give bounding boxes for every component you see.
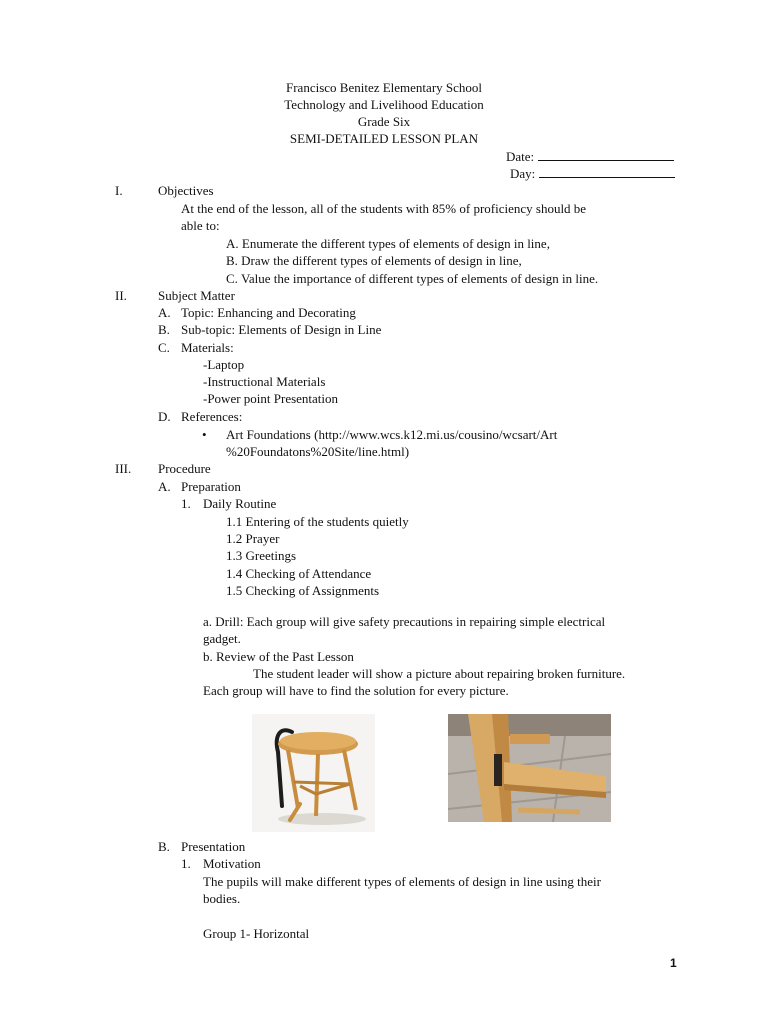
motivation-text-line-1: The pupils will make different types of elements of design in line using their bbox=[203, 874, 601, 889]
material-item: -Laptop bbox=[203, 357, 245, 372]
preparation-heading: Preparation bbox=[181, 479, 241, 494]
routine-item: 1.5 Checking of Assignments bbox=[226, 583, 380, 598]
day-blank-line bbox=[539, 165, 675, 178]
drill-line-1: a. Drill: Each group will give safety precautions in repairing simple electrical bbox=[203, 614, 606, 629]
objective-text: Value the importance of different types of elements of design in line. bbox=[240, 271, 599, 286]
references-heading: References: bbox=[181, 409, 243, 424]
preparation-letter: A. bbox=[158, 479, 171, 494]
objective-letter: A. bbox=[226, 236, 239, 251]
objective-text: Draw the different types of elements of design in line, bbox=[241, 253, 522, 268]
daily-routine-number: 1. bbox=[181, 496, 191, 511]
routine-item: 1.2 Prayer bbox=[226, 531, 280, 546]
topic-letter: A. bbox=[158, 305, 171, 320]
subtopic-text: Sub-topic: Elements of Design in Line bbox=[181, 322, 382, 337]
motivation-number: 1. bbox=[181, 856, 191, 871]
section-heading-subject-matter: Subject Matter bbox=[158, 288, 235, 303]
objective-item bbox=[226, 270, 598, 287]
materials-letter: C. bbox=[158, 340, 170, 355]
group-1-text: Group 1- Horizontal bbox=[203, 926, 310, 941]
review-text-line-1: The student leader will show a picture about repairing broken furniture. bbox=[253, 666, 626, 681]
material-item: -Power point Presentation bbox=[203, 391, 339, 406]
routine-item: 1.4 Checking of Attendance bbox=[226, 566, 372, 581]
section-numeral-procedure: III. bbox=[115, 461, 132, 476]
date-field bbox=[506, 148, 674, 165]
page-number: 1 bbox=[670, 956, 677, 970]
school-name: Francisco Benitez Elementary School bbox=[285, 80, 483, 95]
subject-name: Technology and Livelihood Education bbox=[284, 97, 484, 112]
objectives-intro-line-1: At the end of the lesson, all of the students with 85% of proficiency should be bbox=[181, 201, 587, 216]
motivation-text-line-2: bodies. bbox=[203, 891, 241, 906]
section-heading-objectives: Objectives bbox=[158, 183, 214, 198]
section-numeral-subject-matter: II. bbox=[115, 288, 127, 303]
objective-text: Enumerate the different types of elements of design in line, bbox=[241, 236, 550, 251]
motivation-heading: Motivation bbox=[203, 856, 261, 871]
objective-letter: B. bbox=[226, 253, 238, 268]
section-heading-procedure: Procedure bbox=[158, 461, 211, 476]
reference-link-line-1[interactable]: Art Foundations (http://www.wcs.k12.mi.us/cousino/wcsart/Art bbox=[226, 427, 558, 442]
routine-item: 1.3 Greetings bbox=[226, 548, 297, 563]
topic-text: Topic: Enhancing and Decorating bbox=[181, 305, 356, 320]
objective-letter: C. bbox=[226, 271, 238, 286]
document-title: SEMI-DETAILED LESSON PLAN bbox=[289, 131, 479, 146]
broken-table-leg-image bbox=[448, 714, 611, 822]
routine-item: 1.1 Entering of the students quietly bbox=[226, 514, 409, 529]
references-letter: D. bbox=[158, 409, 171, 424]
objectives-intro-line-2: able to: bbox=[181, 218, 220, 233]
reference-link-line-2[interactable]: %20Foundatons%20Site/line.html) bbox=[226, 444, 410, 459]
material-item: -Instructional Materials bbox=[203, 374, 326, 389]
bullet-icon: • bbox=[202, 427, 207, 442]
review-text-line-2: Each group will have to find the solution for every picture. bbox=[203, 683, 509, 698]
day-field bbox=[510, 165, 675, 182]
subtopic-letter: B. bbox=[158, 322, 170, 337]
drill-line-2: gadget. bbox=[203, 631, 241, 646]
objective-item bbox=[226, 252, 522, 269]
daily-routine-heading: Daily Routine bbox=[203, 496, 277, 511]
review-heading: b. Review of the Past Lesson bbox=[203, 649, 354, 664]
broken-stool-image bbox=[252, 714, 375, 832]
grade-level: Grade Six bbox=[357, 114, 411, 129]
objective-item bbox=[226, 235, 550, 252]
date-blank-line bbox=[538, 148, 674, 161]
presentation-heading: Presentation bbox=[181, 839, 246, 854]
date-label: Date: bbox=[506, 149, 535, 164]
materials-heading: Materials: bbox=[181, 340, 234, 355]
section-numeral-objectives: I. bbox=[115, 183, 123, 198]
day-label: Day: bbox=[510, 166, 536, 181]
presentation-letter: B. bbox=[158, 839, 170, 854]
